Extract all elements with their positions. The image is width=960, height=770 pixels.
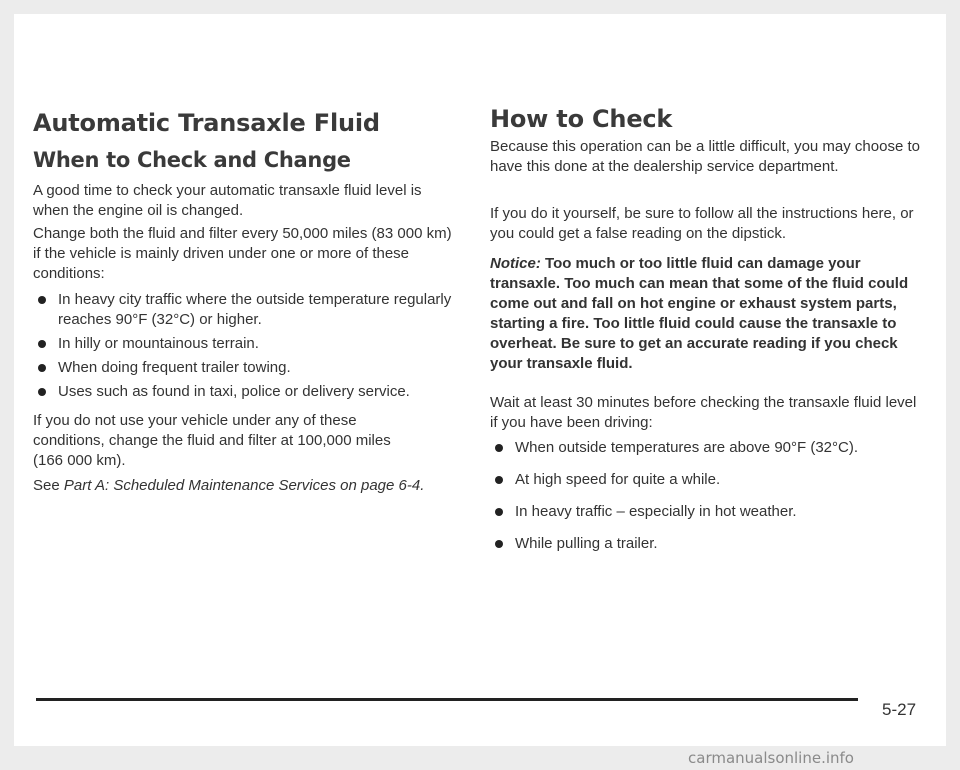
footer-rule: [36, 698, 858, 701]
list-item: In hilly or mountainous terrain.: [33, 334, 458, 354]
cross-reference-link[interactable]: Part A: Scheduled Maintenance Services on page 6-4.: [63, 477, 425, 494]
list-item: While pulling a trailer.: [490, 534, 930, 554]
bullet-icon: [38, 340, 46, 348]
driving-conditions-list: [490, 438, 930, 554]
bullet-icon: [38, 296, 46, 304]
bullet-icon: [495, 476, 503, 484]
list-item: In heavy city traffic where the outside temperature regularly reaches 90°F (32°C) or higher.: [33, 290, 458, 330]
conditions-list: [33, 290, 458, 402]
section-title: Automatic Transaxle Fluid: [33, 109, 380, 137]
difficulty-paragraph: Because this operation can be a little difficult, you may choose to have this done at the dealership service department.: [490, 138, 920, 175]
bullet-icon: [38, 364, 46, 372]
alternate-interval-paragraph: If you do not use your vehicle under any of these conditions, change the fluid and filter at 100,000 miles (166 000 km).: [33, 412, 391, 469]
wait-paragraph: Wait at least 30 minutes before checking the transaxle fluid level if you have been driving:: [490, 394, 917, 431]
page-number: 5-27: [882, 700, 917, 719]
manual-page: [14, 14, 946, 746]
intro-paragraph: A good time to check your automatic transaxle fluid level is when the engine oil is changed.: [33, 182, 422, 219]
subsection-title: When to Check and Change: [33, 148, 351, 172]
how-to-check-title: How to Check: [490, 105, 673, 133]
bullet-icon: [495, 540, 503, 548]
bullet-icon: [495, 444, 503, 452]
list-item: Uses such as found in taxi, police or delivery service.: [33, 382, 458, 402]
list-item: When outside temperatures are above 90°F (32°C).: [490, 438, 930, 458]
bullet-icon: [38, 388, 46, 396]
notice-text: Too much or too little fluid can damage your transaxle. Too much can mean that some of the fluid could come out and fall on hot engine or exhaust system parts, starting a fire. Too little fluid could cause the transaxle to overheat. Be sure to get an accurate reading if you check your transaxle fluid.: [490, 255, 909, 372]
bullet-icon: [495, 508, 503, 516]
list-item: In heavy traffic – especially in hot weather.: [490, 502, 930, 522]
notice-label: Notice:: [490, 255, 541, 272]
change-interval-paragraph: Change both the fluid and filter every 50,000 miles (83 000 km) if the vehicle is mainly driven under one or more of these conditions:: [33, 225, 452, 282]
instructions-paragraph: If you do it yourself, be sure to follow all the instructions here, or you could get a false reading on the dipstick.: [490, 205, 914, 242]
site-watermark: carmanualsonline.info: [688, 749, 854, 767]
see-reference: See Part A: Scheduled Maintenance Services on page 6-4.: [33, 477, 425, 494]
list-item: At high speed for quite a while.: [490, 470, 930, 490]
list-item: When doing frequent trailer towing.: [33, 358, 458, 378]
notice-box: [490, 254, 922, 374]
